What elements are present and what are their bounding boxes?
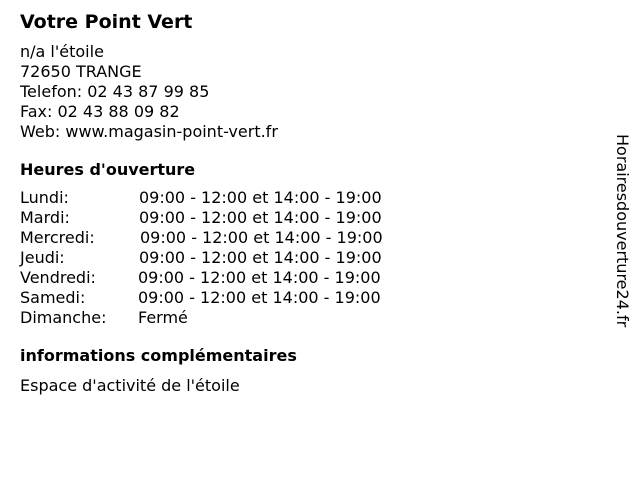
store-name: Votre Point Vert [20,11,193,33]
opening-hours-heading: Heures d'ouverture [20,160,196,179]
store-info [20,10,600,396]
hours-row-dimanche [20,308,600,328]
fax-line: Fax: 02 43 88 09 82 [20,102,180,121]
day-label: Mardi: [20,208,70,227]
time-range: 09:00 - 12:00 et 14:00 - 19:00 [139,248,382,267]
hours-row-mardi [20,208,600,228]
day-label: Mercredi: [20,228,95,247]
hours-row-jeudi [20,248,600,268]
time-range: 09:00 - 12:00 et 14:00 - 19:00 [138,288,381,307]
day-label: Vendredi: [20,268,96,287]
web-line: Web: www.magasin-point-vert.fr [20,122,278,141]
time-range: Fermé [138,308,188,327]
time-range: 09:00 - 12:00 et 14:00 - 19:00 [138,268,381,287]
time-range: 09:00 - 12:00 et 14:00 - 19:00 [139,208,382,227]
time-range: 09:00 - 12:00 et 14:00 - 19:00 [139,188,382,207]
hours-row-vendredi [20,268,600,288]
hours-row-lundi [20,188,600,208]
phone-line: Telefon: 02 43 87 99 85 [20,82,210,101]
time-range: 09:00 - 12:00 et 14:00 - 19:00 [140,228,383,247]
day-label: Samedi: [20,288,86,307]
address-line-1: n/a l'étoile [20,42,104,61]
address-line-2: 72650 TRANGE [20,62,142,81]
day-label: Dimanche: [20,308,107,327]
additional-info-text: Espace d'activité de l'étoile [20,376,240,395]
day-label: Jeudi: [20,248,65,267]
hours-row-mercredi [20,228,600,248]
day-label: Lundi: [20,188,69,207]
additional-info-heading: informations complémentaires [20,346,297,365]
site-brand-vertical: Horairesdouverture24.fr [613,134,632,328]
hours-row-samedi [20,288,600,308]
